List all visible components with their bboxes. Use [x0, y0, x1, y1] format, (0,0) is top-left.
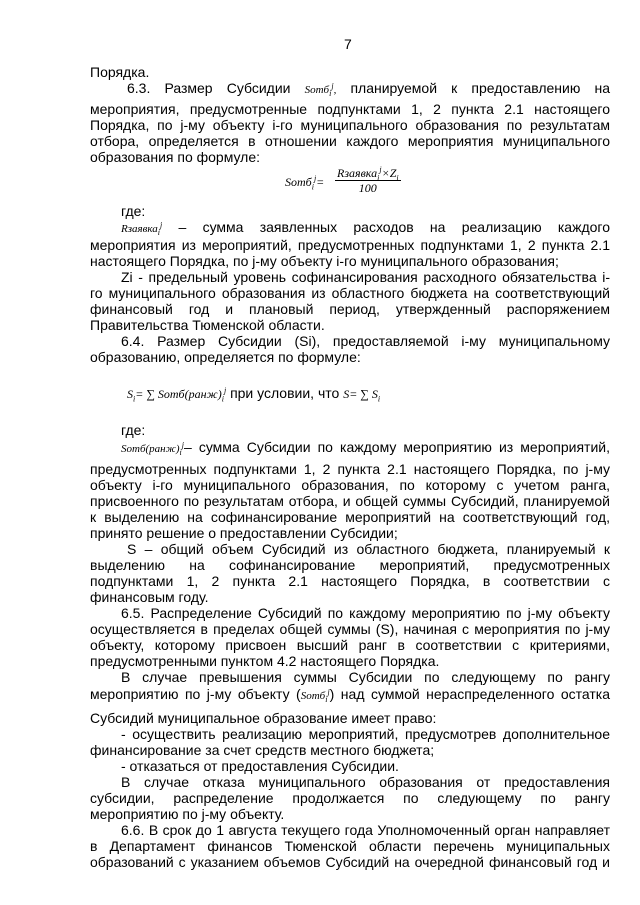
- formula-somb-ranzh: $Sотб(ранж)_i^j$: [121, 440, 184, 458]
- formula-somb: Sотб$_i^j$,: [304, 81, 337, 99]
- text-line: где:: [121, 203, 146, 219]
- text-line: настоящего Порядка, по j-му объекту i-го муниципального образования;: [90, 253, 559, 269]
- text-line: В случае отказа муниципального образования от предоставления: [121, 774, 610, 790]
- formula-somb-inline: Sотб$_i^j$: [300, 687, 330, 705]
- text-line: финансовым году.: [90, 589, 209, 605]
- text-line: объекту, которому присвоен высший ранг в соответствии с критериями,: [90, 637, 610, 653]
- formula-subsidy: Sотб$_i^j$= $Rзаявка_i^j\times Z_i$ 100: [285, 165, 399, 195]
- text-line: 6.6. В срок до 1 августа текущего года Уполномоченный орган направляет: [121, 822, 610, 838]
- text-line: объекту i-го муниципального образования, по которому с учетом ранга,: [90, 477, 610, 493]
- text-line: 6.3. Размер Субсидии Sотб$_i^j$, планируемой к предоставлению на: [127, 80, 610, 99]
- text-line: - осуществить реализацию мероприятий, предусмотрев дополнительное: [121, 726, 610, 742]
- text-line: финансовый год и плановый период, утвержденный распоряжением: [90, 301, 610, 317]
- text-line: Субсидий муниципальное образование имеет право:: [90, 710, 437, 726]
- text-line: Порядка.: [90, 64, 150, 80]
- text-line: Правительства Тюменской области.: [90, 317, 325, 333]
- text-line: образования по формуле:: [90, 149, 261, 165]
- text-line: подпунктами 1, 2 пункта 2.1 настоящего Порядка, в соответствии с: [90, 573, 610, 589]
- text-line: образованию, определяется по формуле:: [90, 349, 361, 365]
- text-line: мероприятия из мероприятий, предусмотренных подпунктами 1, 2 пункта 2.1: [90, 237, 610, 253]
- page-number: 7: [344, 36, 352, 52]
- text-line: мероприятия, предусмотренные подпунктами 1, 2 пункта 2.1 настоящего: [90, 101, 610, 117]
- text-line: $Sотб(ранж)_i^j-$ сумма Субсидии по каждому мероприятию из мероприятий,: [121, 439, 610, 458]
- text-line: Zi - предельный уровень софинансирования расходного обязательства i-: [121, 269, 610, 285]
- text-line: го муниципального образования из областного бюджета на соответствующий: [90, 285, 610, 301]
- text-line: мероприятию по j-му объекту (Sотб$_i^j$) над суммой нераспределенного остатка: [90, 686, 610, 705]
- text-line: мероприятию по j-му объекту.: [90, 806, 285, 822]
- text-line: в Департамент финансов Тюменской области перечень муниципальных: [90, 838, 610, 854]
- text-line: Rзаявка$_i^j$ – сумма заявленных расходов на реализацию каждого: [121, 219, 610, 238]
- text-line: 6.5. Распределение Субсидий по каждому мероприятию по j-му объекту: [121, 605, 610, 621]
- text-line: к выделению на софинансирование мероприятий на соответствующий год,: [90, 509, 610, 525]
- text-line: образований с указанием объемов Субсидий на очередной финансовый год и: [90, 854, 610, 870]
- text-line: присвоенного по результатам отбора, и общей суммы Субсидий, планируемой: [90, 493, 610, 509]
- text-line: осуществляется в пределах общей суммы (S), начиная с мероприятия по j-му: [90, 621, 610, 637]
- text-line: предусмотренными пунктом 4.2 настоящего Порядка.: [90, 653, 440, 669]
- text-line: предусмотренных подпунктами 1, 2 пункта 2.1 настоящего Порядка, по j-му: [90, 461, 610, 477]
- text-line: - отказаться от предоставления Субсидии.: [121, 758, 399, 774]
- text-line: Порядка, по j-му объекту i-го муниципального образования по результатам: [90, 117, 610, 133]
- text-line: где:: [121, 422, 146, 438]
- text-line: отбора, определяется в отношении каждого мероприятия муниципального: [90, 133, 610, 149]
- formula-si: $S_i=$ ∑ $Sотб(ранж)_i^j$ при условии, что S= ∑ $S_i$: [127, 385, 381, 404]
- text-line: S – общий объем Субсидий из областного бюджета, планируемый к: [127, 541, 610, 557]
- text-line: 6.4. Размер Субсидии (Si), предоставляемой i-му муниципальному: [121, 333, 610, 349]
- text-line: принято решение о предоставлении Субсидии;: [90, 525, 398, 541]
- formula-rzayavka: Rзаявка$_i^j$: [121, 220, 163, 238]
- text-line: финансирование за счет средств местного бюджета;: [90, 742, 435, 758]
- text-line: выделению на софинансирование мероприятий, предусмотренных: [90, 557, 610, 573]
- text-line: субсидии, распределение продолжается по следующему по рангу: [90, 790, 610, 806]
- text-line: В случае превышения суммы Субсидии по следующему по рангу: [121, 669, 610, 685]
